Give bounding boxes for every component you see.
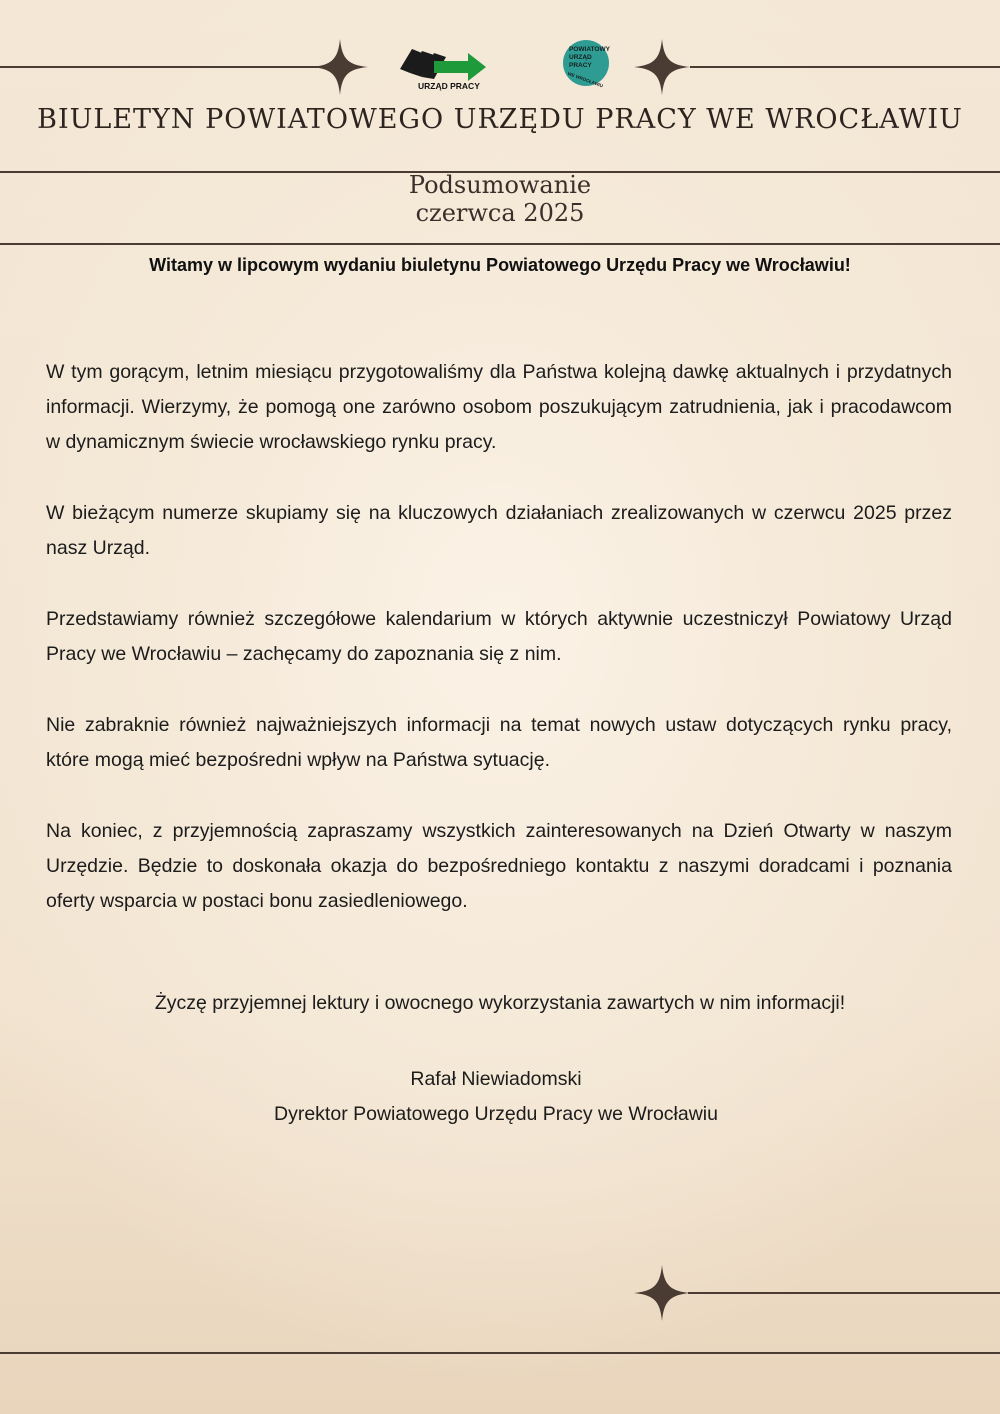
paragraph: Na koniec, z przyjemnością zapraszamy wszystkich zainteresowanych na Dzień Otwarty w naszym Urzędzie. Będzie to doskonała okazja do bezpośredniego kontaktu z naszymi doradcami i poznania oferty wsparcia w postaci bonu zasiedleniowego. bbox=[46, 820, 952, 912]
footer-rule-full bbox=[0, 1352, 1000, 1354]
paragraph: W tym gorącym, letnim miesiącu przygotowaliśmy dla Państwa kolejną dawkę aktualnych i przydatnych informacji. Wierzymy, że pomogą one zarówno osobom poszukującym zatrudnienia, jak i pracodawcom w dynamicznym świecie wrocławskiego rynku pracy. bbox=[46, 361, 952, 453]
footer-rule-short bbox=[688, 1292, 1000, 1294]
signature-name: Rafał Niewiadomski bbox=[410, 1068, 582, 1090]
signature-block bbox=[0, 1062, 1000, 1132]
subtitle-line-1: Podsumowanie bbox=[408, 171, 592, 199]
paragraph: Nie zabraknie również najważniejszych informacji na temat nowych ustaw dotyczących rynku pracy, które mogą mieć bezpośredni wpływ na Państwa sytuację. bbox=[46, 714, 952, 771]
pup-wroclaw-logo bbox=[563, 40, 633, 89]
top-rule-right bbox=[690, 66, 1000, 68]
sparkle-star-icon bbox=[634, 1265, 690, 1321]
sparkle-star-icon bbox=[634, 39, 690, 95]
signature-role: Dyrektor Powiatowego Urzędu Pracy we Wrocławiu bbox=[274, 1103, 718, 1125]
welcome-heading: Witamy w lipcowym wydaniu biuletynu Powiatowego Urzędu Pracy we Wrocławiu! bbox=[149, 255, 851, 275]
paragraph: Przedstawiamy również szczegółowe kalendarium w których aktywnie uczestniczył Powiatowy Urząd Pracy we Wrocławiu – zachęcamy do zapoznania się z nim. bbox=[46, 608, 952, 665]
paragraph: W bieżącym numerze skupiamy się na kluczowych działaniach zrealizowanych w czerwcu 2025 przez nasz Urząd. bbox=[46, 502, 952, 559]
subtitle-line-2: czerwca 2025 bbox=[415, 199, 585, 227]
intro-body bbox=[46, 355, 952, 955]
bulletin-subtitle bbox=[0, 171, 1000, 227]
urzad-pracy-logo-icon bbox=[398, 43, 490, 81]
top-rule-left bbox=[0, 66, 322, 68]
bulletin-title: BIULETYN POWIATOWEGO URZĘDU PRACY WE WROCŁAWIU bbox=[37, 104, 963, 135]
pup-wroclaw-logo-text: POWIATOWY URZĄD PRACY WE WROCŁAWIU bbox=[566, 46, 610, 89]
sparkle-star-icon bbox=[312, 39, 368, 95]
closing-wish: Życzę przyjemnej lektury i owocnego wykorzystania zawartych w nim informacji! bbox=[154, 992, 846, 1014]
subtitle-rule-bottom bbox=[0, 243, 1000, 245]
urzad-pracy-logo-text: URZĄD PRACY bbox=[418, 81, 480, 91]
urzad-pracy-logo bbox=[398, 43, 490, 91]
